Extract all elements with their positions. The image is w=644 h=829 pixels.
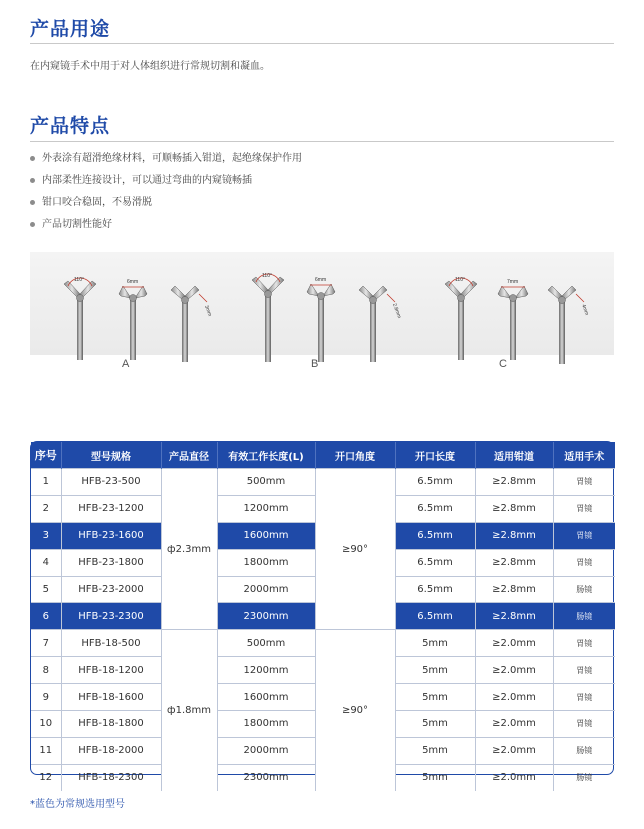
cell-surgery: 胃镜	[553, 657, 615, 684]
usage-divider	[30, 43, 614, 44]
forceps-open-angle	[445, 277, 477, 360]
cell-model: HFB-18-1600	[61, 684, 161, 711]
cell-open-angle: ≥90°	[315, 469, 395, 630]
dim-angle-label: 110°	[455, 277, 465, 283]
cell-open-length: 6.5mm	[395, 469, 475, 496]
cell-open-length: 5mm	[395, 737, 475, 764]
cell-surgery: 肠镜	[553, 764, 615, 790]
figure-label-b: B	[311, 358, 319, 370]
cell-channel: ≥2.8mm	[475, 522, 553, 549]
cell-length: 1600mm	[217, 684, 315, 711]
cell-no: 1	[31, 469, 61, 496]
features-title: 产品特点	[30, 115, 111, 137]
cell-no: 5	[31, 576, 61, 603]
cell-length: 500mm	[217, 630, 315, 657]
cell-surgery: 肠镜	[553, 576, 615, 603]
header-open-length: 开口长度	[395, 442, 475, 469]
bullet-icon	[30, 200, 35, 205]
cell-length: 2300mm	[217, 603, 315, 630]
cell-no: 4	[31, 549, 61, 576]
figure-label-c: C	[499, 358, 507, 370]
cell-channel: ≥2.0mm	[475, 684, 553, 711]
header-surgery: 适用手术	[553, 442, 615, 469]
cell-length: 1200mm	[217, 495, 315, 522]
bullet-icon	[30, 178, 35, 183]
forceps-open-width	[498, 279, 528, 360]
cell-channel: ≥2.0mm	[475, 630, 553, 657]
cell-no: 11	[31, 737, 61, 764]
cell-diameter: ф2.3mm	[161, 469, 217, 630]
cell-model: HFB-23-1200	[61, 495, 161, 522]
cell-length: 500mm	[217, 469, 315, 496]
forceps-jaw-length	[171, 286, 213, 362]
cell-channel: ≥2.0mm	[475, 737, 553, 764]
cell-channel: ≥2.8mm	[475, 495, 553, 522]
cell-no: 3	[31, 522, 61, 549]
features-list	[30, 152, 302, 240]
product-illustration	[30, 252, 614, 355]
cell-surgery: 肠镜	[553, 603, 615, 630]
dim-width-label: 6mm	[315, 277, 327, 283]
cell-length: 1600mm	[217, 522, 315, 549]
dim-width-label: 6mm	[127, 279, 139, 285]
cell-length: 1800mm	[217, 711, 315, 738]
header-length: 有效工作长度(L)	[217, 442, 315, 469]
cell-surgery: 胃镜	[553, 469, 615, 496]
cell-channel: ≥2.8mm	[475, 469, 553, 496]
cell-channel: ≥2.8mm	[475, 576, 553, 603]
header-open-angle: 开口角度	[315, 442, 395, 469]
cell-model: HFB-23-1800	[61, 549, 161, 576]
cell-model: HFB-18-2000	[61, 737, 161, 764]
forceps-open-angle	[252, 273, 284, 362]
bullet-icon	[30, 222, 35, 227]
usage-title: 产品用途	[30, 18, 111, 40]
cell-open-angle: ≥90°	[315, 630, 395, 791]
dim-width-label: 7mm	[507, 279, 519, 285]
cell-model: HFB-18-1200	[61, 657, 161, 684]
table-body	[31, 469, 615, 791]
forceps-group-a	[64, 277, 213, 362]
dim-length-label: 4mm	[580, 303, 590, 317]
cell-open-length: 5mm	[395, 657, 475, 684]
header-diameter: 产品直径	[161, 442, 217, 469]
cell-model: HFB-18-500	[61, 630, 161, 657]
cell-no: 9	[31, 684, 61, 711]
cell-model: HFB-18-1800	[61, 711, 161, 738]
spec-table	[30, 441, 614, 784]
feature-item: 钳口咬合稳固，不易滑脱	[30, 196, 302, 218]
cell-surgery: 胃镜	[553, 495, 615, 522]
usage-text: 在内窥镜手术中用于对人体组织进行常规切割和凝血。	[30, 61, 270, 72]
cell-channel: ≥2.0mm	[475, 764, 553, 790]
cell-surgery: 胃镜	[553, 711, 615, 738]
cell-no: 8	[31, 657, 61, 684]
cell-diameter: ф1.8mm	[161, 630, 217, 791]
dim-length-label: 2.8mm	[391, 302, 402, 320]
cell-no: 12	[31, 764, 61, 790]
cell-model: HFB-23-500	[61, 469, 161, 496]
cell-open-length: 5mm	[395, 764, 475, 790]
header-model: 型号规格	[61, 442, 161, 469]
cell-channel: ≥2.8mm	[475, 549, 553, 576]
cell-no: 7	[31, 630, 61, 657]
cell-length: 2300mm	[217, 764, 315, 790]
cell-length: 1200mm	[217, 657, 315, 684]
cell-no: 6	[31, 603, 61, 630]
features-divider	[30, 141, 614, 142]
cell-channel: ≥2.8mm	[475, 603, 553, 630]
cell-surgery: 胃镜	[553, 630, 615, 657]
cell-model: HFB-23-2000	[61, 576, 161, 603]
forceps-open-angle	[64, 277, 96, 360]
cell-length: 1800mm	[217, 549, 315, 576]
dim-angle-label: 110°	[74, 277, 84, 283]
bullet-icon	[30, 156, 35, 161]
cell-surgery: 肠镜	[553, 737, 615, 764]
figure-label-a: A	[122, 358, 130, 370]
forceps-open-width	[119, 279, 147, 360]
header-channel: 适用钳道	[475, 442, 553, 469]
cell-model: HFB-18-2300	[61, 764, 161, 790]
cell-no: 2	[31, 495, 61, 522]
cell-channel: ≥2.0mm	[475, 711, 553, 738]
cell-open-length: 5mm	[395, 684, 475, 711]
forceps-group-c	[445, 277, 590, 364]
cell-length: 2000mm	[217, 737, 315, 764]
product-figure	[30, 252, 614, 355]
dim-angle-label: 110°	[262, 273, 272, 279]
table-header-row	[31, 442, 615, 469]
cell-no: 10	[31, 711, 61, 738]
cell-surgery: 胃镜	[553, 522, 615, 549]
dim-length-label: 3mm	[203, 304, 213, 318]
forceps-group-b	[252, 273, 402, 362]
forceps-jaw-length	[548, 286, 590, 364]
cell-model: HFB-23-1600	[61, 522, 161, 549]
forceps-jaw-length	[359, 286, 402, 362]
footnote: *蓝色为常规选用型号	[30, 799, 125, 810]
cell-length: 2000mm	[217, 576, 315, 603]
cell-surgery: 胃镜	[553, 684, 615, 711]
cell-open-length: 6.5mm	[395, 549, 475, 576]
cell-open-length: 6.5mm	[395, 576, 475, 603]
cell-open-length: 6.5mm	[395, 495, 475, 522]
feature-item: 产品切割性能好	[30, 218, 302, 240]
feature-item: 内部柔性连接设计，可以通过弯曲的内窥镜畅插	[30, 174, 302, 196]
table-row	[31, 469, 615, 496]
cell-channel: ≥2.0mm	[475, 657, 553, 684]
header-no: 序号	[31, 442, 61, 469]
cell-open-length: 6.5mm	[395, 522, 475, 549]
feature-item: 外表涂有超滑绝缘材料，可顺畅插入钳道，起绝缘保护作用	[30, 152, 302, 174]
cell-open-length: 6.5mm	[395, 603, 475, 630]
cell-open-length: 5mm	[395, 630, 475, 657]
cell-model: HFB-23-2300	[61, 603, 161, 630]
table-row	[31, 630, 615, 657]
forceps-open-width	[307, 277, 335, 362]
cell-open-length: 5mm	[395, 711, 475, 738]
cell-surgery: 胃镜	[553, 549, 615, 576]
